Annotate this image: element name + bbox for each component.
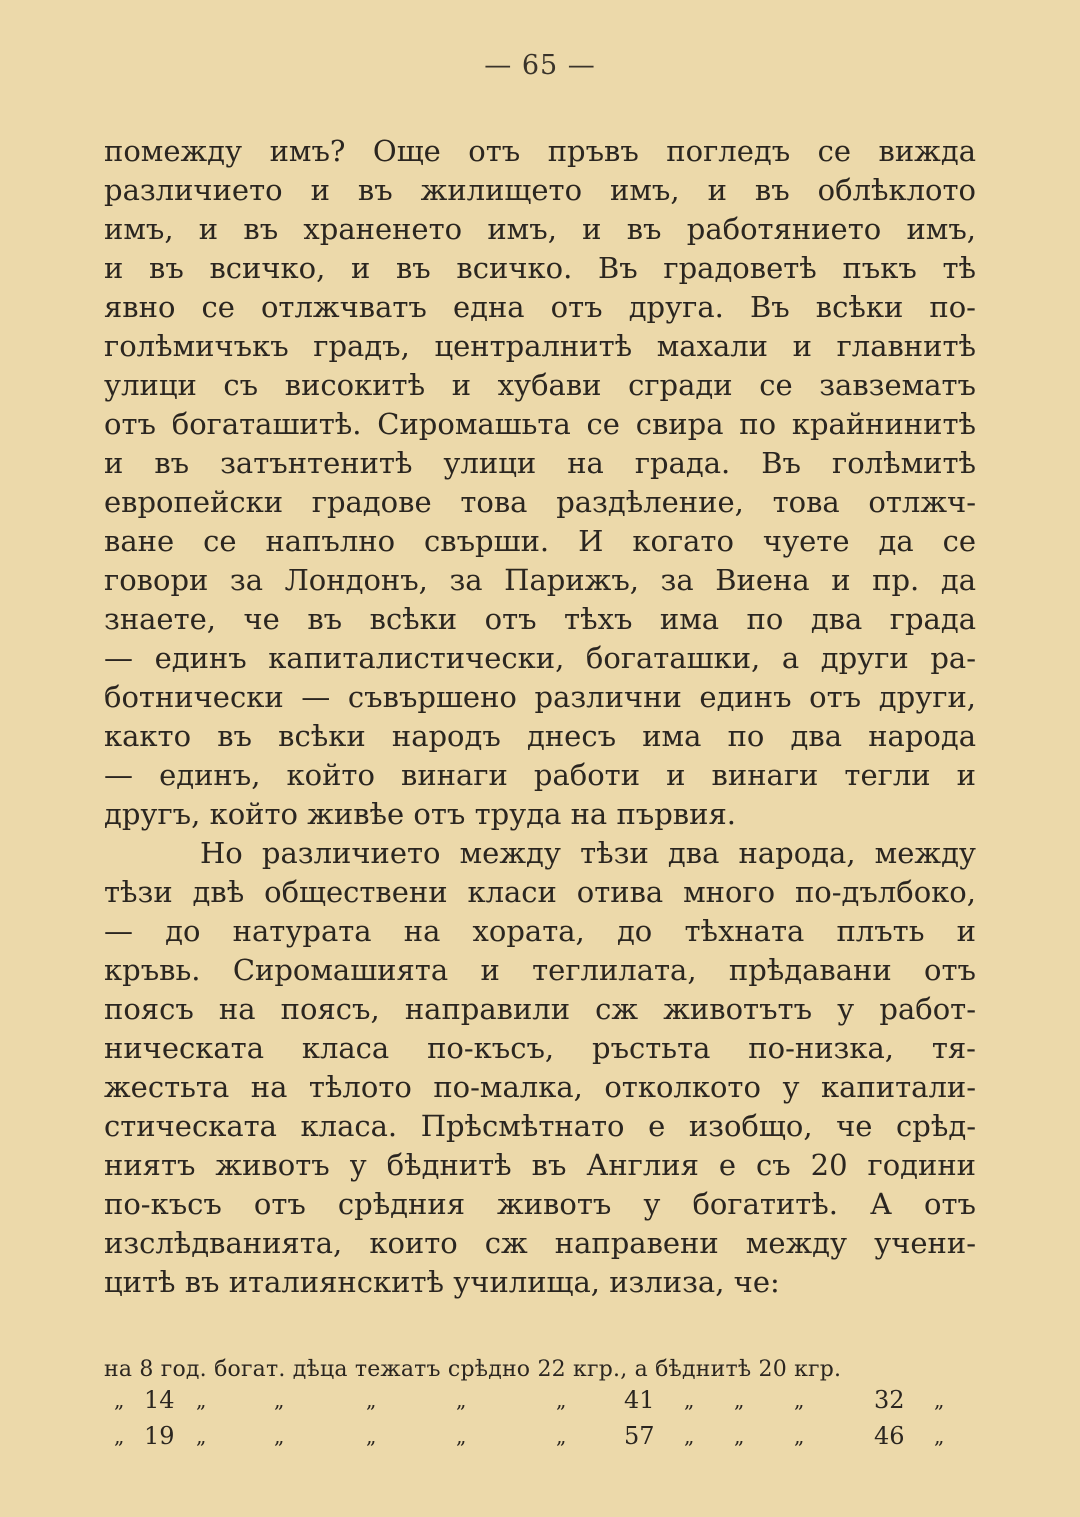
body-text xyxy=(104,132,976,1302)
ditto-mark: „ xyxy=(274,1424,285,1448)
ditto-mark: „ xyxy=(114,1388,125,1412)
text-line: помежду имъ? Още отъ пръвъ погледъ се вижда xyxy=(104,134,976,168)
text-line: европейски градове това раздѣление, това отлжч- xyxy=(104,485,976,519)
ditto-mark: „ xyxy=(734,1388,745,1412)
text-line: ниятъ животъ у бѣднитѣ въ Англия е съ 20 години xyxy=(104,1148,976,1182)
text-line: изслѣдванията, които сж направени между учени- xyxy=(104,1226,976,1260)
text-line: ботнически — съвършено различни единъ отъ други, xyxy=(104,680,976,714)
paragraph-2 xyxy=(104,834,976,1302)
text-line: явно се отлжчватъ една отъ друга. Въ всѣки по- xyxy=(104,290,976,324)
text-line: ническата класа по-късъ, ръстьта по-низка, тя- xyxy=(104,1031,976,1065)
text-line: жестьта на тѣлото по-малка, отколкото у капитали- xyxy=(104,1070,976,1104)
rich-weight-cell: 41 xyxy=(624,1386,655,1414)
table-row xyxy=(104,1382,976,1418)
ditto-mark: „ xyxy=(456,1388,467,1412)
ditto-mark: „ xyxy=(684,1424,695,1448)
text-line: както въ всѣки народъ днесъ има по два народа xyxy=(104,719,976,753)
ditto-mark: „ xyxy=(794,1424,805,1448)
text-line: по-късъ отъ срѣдния животъ у богатитѣ. А отъ xyxy=(104,1187,976,1221)
text-line: стическата класа. Прѣсмѣтнато е изобщо, че срѣд- xyxy=(104,1109,976,1143)
text-line: кръвь. Сиромашията и теглилата, прѣдавани отъ xyxy=(104,953,976,987)
poor-weight-cell: 32 xyxy=(874,1386,905,1414)
text-line: и въ затънтенитѣ улици на града. Въ голѣмитѣ xyxy=(104,446,976,480)
age-cell: 14 xyxy=(144,1386,175,1414)
age-cell: 19 xyxy=(144,1422,175,1450)
ditto-mark: „ xyxy=(114,1424,125,1448)
ditto-mark: „ xyxy=(684,1388,695,1412)
weight-table xyxy=(104,1357,976,1454)
ditto-mark: „ xyxy=(934,1388,945,1412)
text-line: знаете, че въ всѣки отъ тѣхъ има по два града xyxy=(104,602,976,636)
ditto-mark: „ xyxy=(456,1424,467,1448)
text-line: улици съ високитѣ и хубави сгради се завзематъ xyxy=(104,368,976,402)
ditto-mark: „ xyxy=(734,1424,745,1448)
rich-weight-cell: 57 xyxy=(624,1422,655,1450)
ditto-mark: „ xyxy=(794,1388,805,1412)
ditto-mark: „ xyxy=(196,1424,207,1448)
text-line: поясъ на поясъ, направили сж животътъ у работ- xyxy=(104,992,976,1026)
text-line: отъ богаташитѣ. Сиромашьта се свира по крайнинитѣ xyxy=(104,407,976,441)
ditto-mark: „ xyxy=(556,1388,567,1412)
table-header-row: на 8 год. богат. дѣца тежатъ срѣдно 22 кгр., а бѣднитѣ 20 кгр. xyxy=(104,1357,842,1382)
text-line: — единъ капиталистически, богаташки, а други ра- xyxy=(104,641,976,675)
text-line: ване се напълно свърши. И когато чуете да се xyxy=(104,524,976,558)
ditto-mark: „ xyxy=(934,1424,945,1448)
text-line: Но различието между тѣзи два народа, между xyxy=(200,836,976,870)
text-line: различието и въ жилището имъ, и въ облѣклото xyxy=(104,173,976,207)
page-number: — 65 — xyxy=(484,50,596,81)
text-line: — единъ, който винаги работи и винаги тегли и xyxy=(104,758,976,792)
text-line: — до натурата на хората, до тѣхната плъть и xyxy=(104,914,976,948)
ditto-mark: „ xyxy=(196,1388,207,1412)
text-line: голѣмичъкъ градъ, централнитѣ махали и главнитѣ xyxy=(104,329,976,363)
text-line: говори за Лондонъ, за Парижъ, за Виена и пр. да xyxy=(104,563,976,597)
poor-weight-cell: 46 xyxy=(874,1422,905,1450)
paragraph-1 xyxy=(104,132,976,834)
text-line: тѣзи двѣ обществени класи отива много по-дълбоко, xyxy=(104,875,976,909)
text-line: имъ, и въ храненето имъ, и въ работянието имъ, xyxy=(104,212,976,246)
table-row xyxy=(104,1418,976,1454)
ditto-mark: „ xyxy=(274,1388,285,1412)
text-line: цитѣ въ италиянскитѣ училища, излиза, че: xyxy=(104,1265,780,1299)
ditto-mark: „ xyxy=(556,1424,567,1448)
ditto-mark: „ xyxy=(366,1424,377,1448)
text-line: и въ всичко, и въ всичко. Въ градоветѣ пъкъ тѣ xyxy=(104,251,976,285)
text-line: другъ, който живѣе отъ труда на първия. xyxy=(104,797,736,831)
ditto-mark: „ xyxy=(366,1388,377,1412)
